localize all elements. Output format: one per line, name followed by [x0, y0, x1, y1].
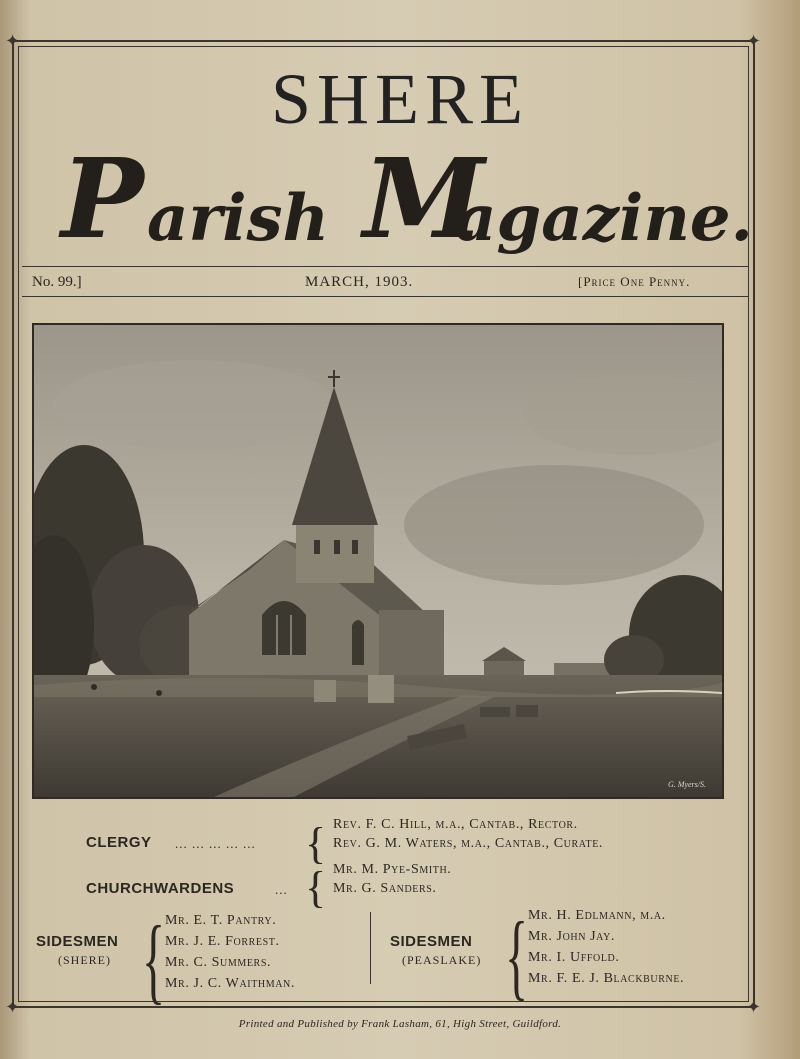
- churchwardens-label: CHURCHWARDENS: [86, 880, 235, 897]
- sidesmen-peaslake-label: SIDESMEN: [390, 933, 473, 950]
- parish-initial: P: [61, 134, 144, 263]
- sidesman-peaslake-name: Mr. H. Edlmann, m.a.: [528, 908, 666, 923]
- sidesmen-shere-label: SIDESMEN: [36, 933, 119, 950]
- sidesman-peaslake-name: Mr. F. E. J. Blackburne.: [528, 971, 685, 986]
- parish-word-rest: arish: [147, 181, 330, 256]
- sidesmen-peaslake-sublabel: (PEASLAKE): [402, 953, 482, 967]
- masthead-shere: SHERE: [270, 59, 530, 139]
- masthead-rule-bottom: [22, 296, 748, 297]
- churchwardens-leader-dots: ...: [275, 882, 288, 897]
- clergy-name: Rev. G. M. Waters, m.a., Cantab., Curate.: [333, 836, 604, 851]
- churchwarden-name: Mr. G. Sanders.: [333, 881, 437, 896]
- issue-number: No. 99.]: [32, 274, 82, 290]
- sidesmen-divider: [370, 912, 371, 984]
- clergy-label: CLERGY: [86, 834, 152, 851]
- sidesmen-shere-sublabel: (SHERE): [58, 953, 111, 967]
- sidesman-shere-name: Mr. E. T. Pantry.: [165, 913, 277, 928]
- corner-ornament-icon: ✦: [746, 997, 762, 1017]
- sidesmen-peaslake-brace: {: [505, 902, 529, 1009]
- corner-ornament-icon: ✦: [746, 31, 762, 51]
- sidesman-peaslake-name: Mr. John Jay.: [528, 929, 616, 944]
- churchwardens-brace: {: [305, 863, 327, 912]
- magazine-initial: M: [363, 134, 485, 263]
- churchwarden-name: Mr. M. Pye-Smith.: [333, 862, 452, 877]
- masthead-title: [55, 134, 753, 263]
- issue-date: MARCH, 1903.: [305, 274, 414, 290]
- sidesmen-shere-brace: {: [142, 906, 166, 1013]
- church-engraving: [32, 323, 724, 799]
- sidesman-shere-name: Mr. J. E. Forrest.: [165, 934, 280, 949]
- magazine-word-rest: agazine.: [455, 181, 753, 256]
- sidesman-peaslake-name: Mr. I. Uffold.: [528, 950, 620, 965]
- sidesman-shere-name: Mr. J. C. Waithman.: [165, 976, 295, 991]
- masthead-rule-top: [22, 266, 748, 267]
- sidesman-shere-name: Mr. C. Summers.: [165, 955, 272, 970]
- corner-ornament-icon: ✦: [5, 997, 21, 1017]
- clergy-name: Rev. F. C. Hill, m.a., Cantab., Rector.: [333, 817, 578, 832]
- clergy-brace: {: [305, 819, 327, 868]
- issue-price: [Price One Penny.: [578, 274, 691, 289]
- printer-imprint: Printed and Published by Frank Lasham, 61, High Street, Guildford.: [238, 1018, 562, 1030]
- engraver-signature: G. Myers/S.: [668, 780, 706, 789]
- corner-ornament-icon: ✦: [5, 31, 21, 51]
- church-engraving-svg: [34, 325, 722, 797]
- clergy-leader-dots: ... ... ... ... ...: [175, 836, 256, 851]
